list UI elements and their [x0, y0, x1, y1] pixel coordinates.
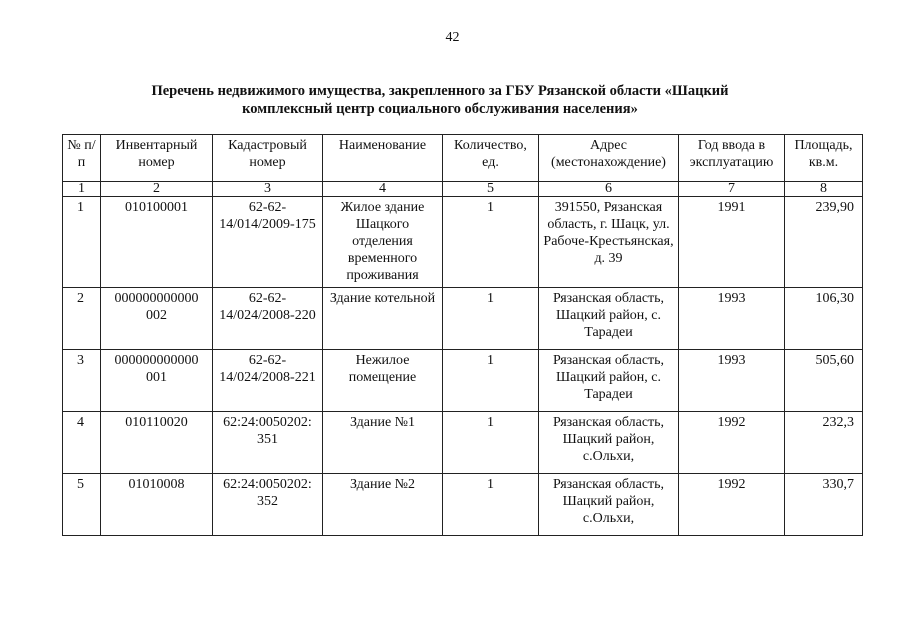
address: Рязанская область, Шацкий район, с. Тарадеи: [539, 350, 679, 412]
quantity: 1: [443, 412, 539, 474]
area: 106,30: [785, 288, 863, 350]
commission-year: 1992: [679, 412, 785, 474]
table-row: [63, 474, 863, 536]
title-line-2: комплексный центр социального обслуживания населения»: [242, 101, 638, 117]
cadastral-number: 62-62-14/024/2008-221: [213, 350, 323, 412]
inventory-number: 010110020: [101, 412, 213, 474]
column-number: 4: [323, 182, 443, 197]
quantity: 1: [443, 288, 539, 350]
header-cell: Площадь, кв.м.: [785, 135, 863, 182]
quantity: 1: [443, 350, 539, 412]
quantity: 1: [443, 197, 539, 288]
header-cell: Год ввода в эксплуатацию: [679, 135, 785, 182]
address: Рязанская область, Шацкий район, с.Ольхи,: [539, 412, 679, 474]
row-number: 4: [63, 412, 101, 474]
table-row: [63, 288, 863, 350]
header-cell: Адрес (местонахождение): [539, 135, 679, 182]
header-cell: Инвентарный номер: [101, 135, 213, 182]
address: Рязанская область, Шацкий район, с. Тарадеи: [539, 288, 679, 350]
area: 239,90: [785, 197, 863, 288]
column-number-row: [63, 182, 863, 197]
property-name: Здание №2: [323, 474, 443, 536]
area: 505,60: [785, 350, 863, 412]
address: 391550, Рязанская область, г. Шацк, ул. Рабоче-Крестьянская, д. 39: [539, 197, 679, 288]
commission-year: 1993: [679, 350, 785, 412]
column-number: 6: [539, 182, 679, 197]
page-number: 42: [445, 30, 460, 45]
inventory-number: 000000000000 002: [101, 288, 213, 350]
quantity: 1: [443, 474, 539, 536]
column-number: 3: [213, 182, 323, 197]
table-row: [63, 350, 863, 412]
cadastral-number: 62-62-14/024/2008-220: [213, 288, 323, 350]
address: Рязанская область, Шацкий район, с.Ольхи,: [539, 474, 679, 536]
column-number: 8: [785, 182, 863, 197]
inventory-number: 010100001: [101, 197, 213, 288]
cadastral-number: 62:24:0050202: 352: [213, 474, 323, 536]
table-row: [63, 197, 863, 288]
header-cell: Наименование: [323, 135, 443, 182]
header-cell: Кадастровый номер: [213, 135, 323, 182]
row-number: 3: [63, 350, 101, 412]
property-name: Нежилое помещение: [323, 350, 443, 412]
area: 232,3: [785, 412, 863, 474]
property-name: Здание котельной: [323, 288, 443, 350]
document-title: [80, 82, 800, 118]
cadastral-number: 62-62-14/014/2009-175: [213, 197, 323, 288]
cadastral-number: 62:24:0050202: 351: [213, 412, 323, 474]
column-number: 5: [443, 182, 539, 197]
property-table: [62, 134, 863, 536]
inventory-number: 000000000000 001: [101, 350, 213, 412]
commission-year: 1991: [679, 197, 785, 288]
table-row: [63, 412, 863, 474]
column-number: 2: [101, 182, 213, 197]
column-number: 7: [679, 182, 785, 197]
property-name: Здание №1: [323, 412, 443, 474]
header-cell: Количество, ед.: [443, 135, 539, 182]
commission-year: 1992: [679, 474, 785, 536]
row-number: 5: [63, 474, 101, 536]
row-number: 1: [63, 197, 101, 288]
row-number: 2: [63, 288, 101, 350]
commission-year: 1993: [679, 288, 785, 350]
inventory-number: 01010008: [101, 474, 213, 536]
header-cell: № п/п: [63, 135, 101, 182]
table-header-row: [63, 135, 863, 182]
property-name: Жилое здание Шацкого отделения временного проживания: [323, 197, 443, 288]
column-number: 1: [63, 182, 101, 197]
area: 330,7: [785, 474, 863, 536]
title-line-1: Перечень недвижимого имущества, закрепленного за ГБУ Рязанской области «Шацкий: [151, 83, 729, 99]
